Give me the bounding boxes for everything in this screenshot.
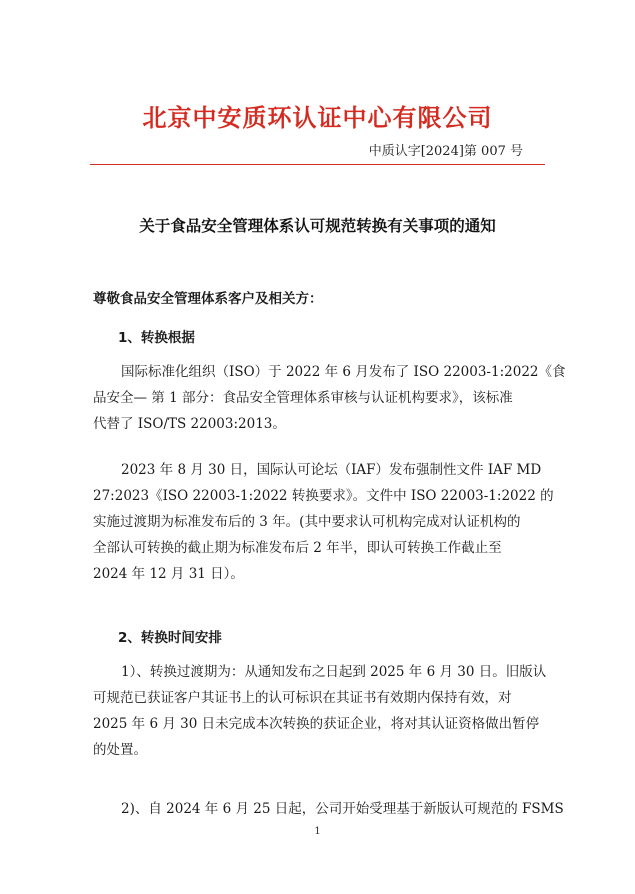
text-line: 的处置。	[93, 742, 147, 758]
organization-name: 北京中安质环认证中心有限公司	[142, 104, 493, 132]
text-line: 2023 年 8 月 30 日，国际认可论坛（IAF）发布强制性文件 IAF MD	[121, 462, 542, 478]
text-line: 全部认可转换的截止期为标准发布后 2 年半，即认可转换工作截止至	[93, 540, 502, 556]
text-line: 实施过渡期为标准发布后的 3 年。(其中要求认可机构完成对认证机构的	[93, 514, 521, 530]
text-line: 2024 年 12 月 31 日）。	[93, 566, 244, 582]
letterhead-rule	[90, 164, 545, 165]
text-line: 2)、自 2024 年 6 月 25 日起，公司开始受理基于新版认可规范的 FSMS	[121, 801, 564, 817]
section-2-paragraph-1	[93, 659, 555, 763]
notice-title: 关于食品安全管理体系认可规范转换有关事项的通知	[139, 217, 496, 235]
section-heading-2: 2、转换时间安排	[118, 630, 222, 646]
text-line: 可规范已获证客户其证书上的认可标识在其证书有效期内保持有效，对	[93, 690, 512, 706]
text-line: 2025 年 6 月 30 日未完成本次转换的获证企业，将对其认证资格做出暂停	[93, 716, 540, 732]
section-1-paragraph-1	[93, 359, 566, 437]
section-1-paragraph-2	[93, 457, 555, 587]
section-heading-1: 1、转换根据	[118, 330, 195, 346]
text-line: 国际标准化组织（ISO）于 2022 年 6 月发布了 ISO 22003-1:2022《食	[121, 364, 566, 380]
document-number: 中质认字[2024]第 007 号	[368, 144, 523, 159]
text-line: 1）、转换过渡期为：从通知发布之日起到 2025 年 6 月 30 日。旧版认	[121, 664, 547, 680]
text-line: 代替了 ISO/TS 22003:2013。	[93, 416, 286, 432]
text-line: 品安全— 第 1 部分：食品安全管理体系审核与认证机构要求》，该标准	[93, 390, 513, 406]
page-number: 1	[314, 826, 321, 837]
section-2-paragraph-2	[93, 796, 564, 822]
text-line: 27:2023《ISO 22003-1:2022 转换要求》。文件中 ISO 22003-1:2022 的	[93, 488, 554, 504]
salutation: 尊敬食品安全管理体系客户及相关方：	[93, 291, 323, 307]
